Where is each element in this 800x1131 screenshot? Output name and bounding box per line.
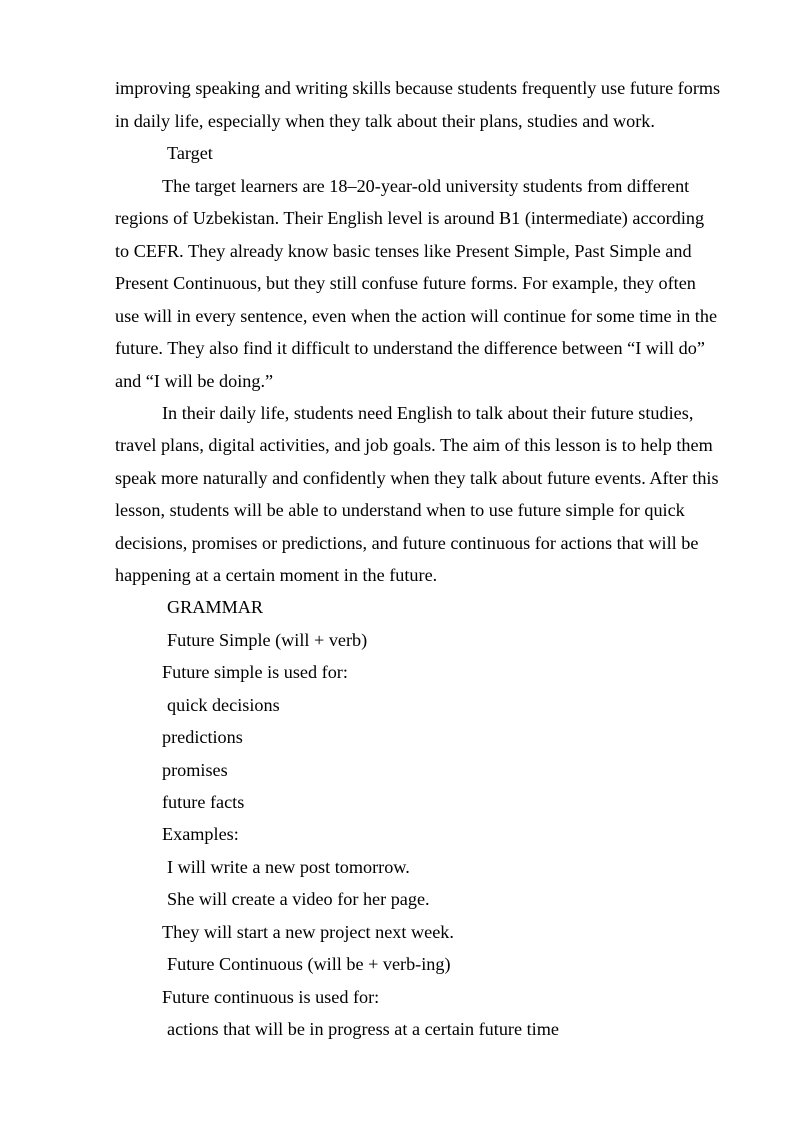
subheading-future-continuous: Future Continuous (will be + verb-ing) [167,954,451,974]
text-line: Future simple is used for: [162,662,348,682]
list-item: actions that will be in progress at a certain future time [167,1019,559,1039]
text-line: improving speaking and writing skills because students frequently use future forms [115,78,721,98]
list-item: future facts [162,792,245,812]
text-line: regions of Uzbekistan. Their English level is around B1 (intermediate) according [115,208,705,228]
list-item: quick decisions [167,695,280,715]
text-line: in daily life, especially when they talk about their plans, studies and work. [115,111,655,131]
section-heading-target: Target [167,143,213,163]
list-item: predictions [162,727,243,747]
section-heading-grammar: GRAMMAR [167,597,264,617]
text-line: The target learners are 18–20-year-old university students from different [162,176,690,196]
text-line: In their daily life, students need English to talk about their future studies, [162,403,694,423]
examples-label: Examples: [162,824,239,844]
text-line: speak more naturally and confidently when they talk about future events. After this [115,468,719,488]
subheading-future-simple: Future Simple (will + verb) [167,630,368,650]
text-line: travel plans, digital activities, and job goals. The aim of this lesson is to help them [115,435,713,455]
text-line: decisions, promises or predictions, and future continuous for actions that will be [115,533,699,553]
text-line: Future continuous is used for: [162,987,380,1007]
example-sentence: I will write a new post tomorrow. [167,857,410,877]
text-line: to CEFR. They already know basic tenses like Present Simple, Past Simple and [115,241,692,261]
list-item: promises [162,760,228,780]
example-sentence: They will start a new project next week. [162,922,454,942]
text-line: and “I will be doing.” [115,371,274,391]
text-line: lesson, students will be able to understand when to use future simple for quick [115,500,685,520]
text-line: use will in every sentence, even when the action will continue for some time in the [115,306,718,326]
example-sentence: She will create a video for her page. [167,889,430,909]
text-line: happening at a certain moment in the future. [115,565,438,585]
text-line: future. They also find it difficult to understand the difference between “I will do” [115,338,705,358]
text-line: Present Continuous, but they still confuse future forms. For example, they often [115,273,696,293]
